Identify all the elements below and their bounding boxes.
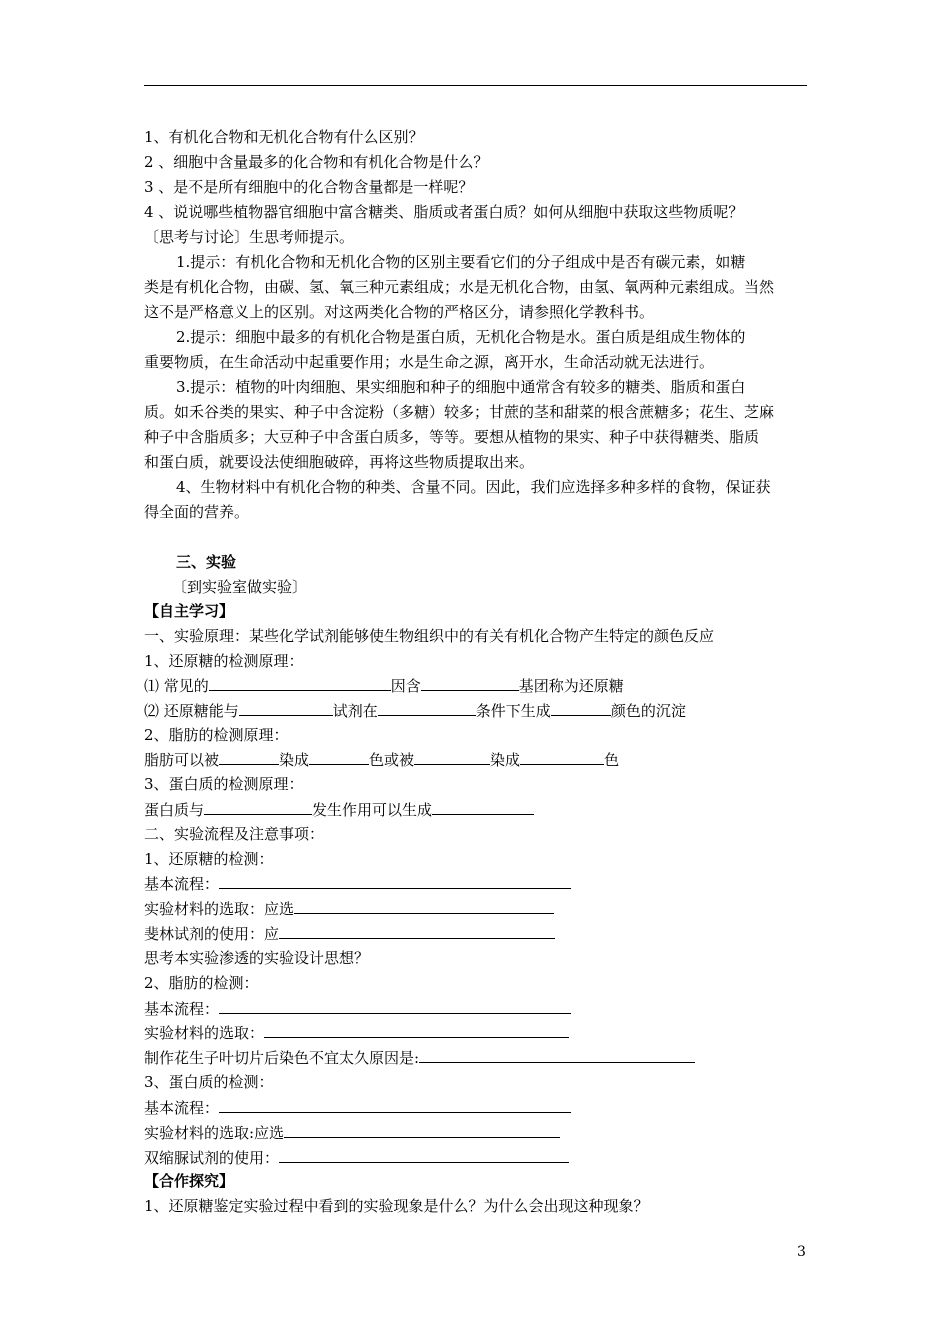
coop-heading: 【合作探究】 bbox=[144, 1172, 235, 1190]
text: 发生作用可以生成 bbox=[312, 801, 433, 819]
fill-blank[interactable] bbox=[279, 923, 555, 939]
sugar-material-choice bbox=[144, 898, 554, 919]
protein-material-choice bbox=[144, 1122, 560, 1143]
text: 蛋白质与 bbox=[144, 801, 205, 819]
fill-blank[interactable] bbox=[219, 998, 571, 1014]
text: 基本流程： bbox=[144, 1000, 220, 1018]
hint-line: 2.提示：细胞中最多的有机化合物是蛋白质，无机化合物是水。蛋白质是组成生物体的 bbox=[176, 328, 746, 346]
fehling-use bbox=[144, 923, 555, 944]
hint-line: 3.提示：植物的叶肉细胞、果实细胞和种子的细胞中通常含有较多的糖类、脂质和蛋白 bbox=[176, 378, 746, 396]
protein-detect-heading: 3、蛋白质的检测： bbox=[144, 1073, 274, 1091]
hint-line: 类是有机化合物，由碳、氢、氧三种元素组成；水是无机化合物，由氢、氧两种元素组成。当然 bbox=[144, 278, 775, 296]
coop-question-1: 1、还原糖鉴定实验过程中看到的实验现象是什么？为什么会出现这种现象？ bbox=[144, 1197, 649, 1215]
self-study-heading: 【自主学习】 bbox=[144, 602, 235, 620]
fill-blank[interactable] bbox=[294, 898, 554, 914]
fill-blank[interactable] bbox=[219, 873, 571, 889]
fill-blank[interactable] bbox=[520, 749, 604, 765]
hint-line: 1.提示：有机化合物和无机化合物的区别主要看它们的分子组成中是否有碳元素，如糖 bbox=[176, 253, 746, 271]
hint-line: 质。如禾谷类的果实、种子中含淀粉（多糖）较多；甘蔗的茎和甜菜的根含蔗糖多；花生、芝麻 bbox=[144, 403, 775, 421]
fill-blank[interactable] bbox=[421, 675, 519, 691]
fill-blank[interactable] bbox=[239, 700, 333, 716]
text: ⑵ 还原糖能与 bbox=[144, 702, 239, 720]
fat-principle: 2、脂肪的检测原理： bbox=[144, 726, 289, 744]
fill-blank[interactable] bbox=[551, 700, 611, 716]
hint-line: 4、生物材料中有机化合物的种类、含量不同。因此，我们应选择多种多样的食物，保证获 bbox=[176, 478, 771, 496]
protein-line bbox=[144, 799, 534, 820]
text: 因含 bbox=[390, 677, 421, 695]
text: 基团称为还原糖 bbox=[518, 677, 624, 695]
question-1: 1、有机化合物和无机化合物有什么区别？ bbox=[144, 128, 424, 146]
fill-blank[interactable] bbox=[219, 1097, 571, 1113]
text: 试剂在 bbox=[332, 702, 378, 720]
text: 脂肪可以被 bbox=[144, 751, 220, 769]
fat-basic-flow bbox=[144, 998, 571, 1019]
text: 斐林试剂的使用：应 bbox=[144, 925, 280, 943]
fill-blank[interactable] bbox=[209, 675, 391, 691]
text: 基本流程： bbox=[144, 875, 220, 893]
text: 染成 bbox=[279, 751, 310, 769]
sugar-line-2 bbox=[144, 700, 686, 721]
fill-blank[interactable] bbox=[419, 1047, 695, 1063]
fat-line bbox=[144, 749, 619, 770]
text: 实验材料的选取:应选 bbox=[144, 1124, 285, 1142]
text: 颜色的沉淀 bbox=[610, 702, 686, 720]
protein-principle: 3、蛋白质的检测原理： bbox=[144, 775, 304, 793]
hint-line: 重要物质，在生命活动中起重要作用；水是生命之源，离开水，生命活动就无法进行。 bbox=[144, 353, 715, 371]
fat-detect-heading: 2、脂肪的检测： bbox=[144, 974, 259, 992]
fill-blank[interactable] bbox=[309, 749, 369, 765]
text: 制作花生子叶切片后染色不宜太久原因是: bbox=[144, 1049, 420, 1067]
section-title: 三、实验 bbox=[176, 553, 237, 571]
page-number: 3 bbox=[797, 1244, 806, 1260]
sugar-detect-heading: 1、还原糖的检测： bbox=[144, 850, 274, 868]
question-2: 2 、细胞中含量最多的化合物和有机化合物是什么？ bbox=[144, 153, 489, 171]
text: 实验材料的选取： bbox=[144, 1024, 265, 1042]
hint-line: 和蛋白质，就要设法使细胞破碎，再将这些物质提取出来。 bbox=[144, 453, 535, 471]
text: ⑴ 常见的 bbox=[144, 677, 209, 695]
text: 染成 bbox=[490, 751, 521, 769]
fill-blank[interactable] bbox=[264, 1022, 569, 1038]
fill-blank[interactable] bbox=[204, 799, 312, 815]
hint-line: 得全面的营养。 bbox=[144, 503, 250, 521]
hint-line: 种子中含脂质多；大豆种子中含蛋白质多，等等。要想从植物的果实、种子中获得糖类、脂质 bbox=[144, 428, 760, 446]
text: 双缩脲试剂的使用： bbox=[144, 1149, 280, 1167]
text: 实验材料的选取：应选 bbox=[144, 900, 295, 918]
fill-blank[interactable] bbox=[414, 749, 490, 765]
procedure-title: 二、实验流程及注意事项： bbox=[144, 825, 325, 843]
sugar-line-1 bbox=[144, 675, 624, 696]
text: 色或被 bbox=[369, 751, 415, 769]
peanut-reason bbox=[144, 1047, 695, 1068]
discussion-header: 〔思考与讨论〕生思考师提示。 bbox=[144, 228, 355, 246]
question-3: 3 、是不是所有细胞中的化合物含量都是一样呢？ bbox=[144, 178, 474, 196]
question-4: 4 、说说哪些植物器官细胞中富含糖类、脂质或者蛋白质？如何从细胞中获取这些物质呢？ bbox=[144, 203, 744, 221]
text: 色 bbox=[604, 751, 620, 769]
fill-blank[interactable] bbox=[432, 799, 534, 815]
sugar-principle: 1、还原糖的检测原理： bbox=[144, 652, 304, 670]
fill-blank[interactable] bbox=[219, 749, 279, 765]
text: 基本流程： bbox=[144, 1099, 220, 1117]
fill-blank[interactable] bbox=[284, 1122, 560, 1138]
header-rule bbox=[144, 85, 807, 86]
fill-blank[interactable] bbox=[279, 1147, 569, 1163]
biuret-use bbox=[144, 1147, 569, 1168]
fill-blank[interactable] bbox=[378, 700, 476, 716]
principle-title: 一、实验原理：某些化学试剂能够使生物组织中的有关有机化合物产生特定的颜色反应 bbox=[144, 627, 715, 645]
text: 条件下生成 bbox=[475, 702, 551, 720]
protein-basic-flow bbox=[144, 1097, 571, 1118]
hint-line: 这不是严格意义上的区别。对这两类化合物的严格区分，请参照化学教科书。 bbox=[144, 303, 655, 321]
section-subtitle: 〔到实验室做实验〕 bbox=[172, 578, 308, 596]
design-thought: 思考本实验渗透的实验设计思想？ bbox=[144, 949, 370, 967]
sugar-basic-flow bbox=[144, 873, 571, 894]
fat-material-choice bbox=[144, 1022, 569, 1043]
